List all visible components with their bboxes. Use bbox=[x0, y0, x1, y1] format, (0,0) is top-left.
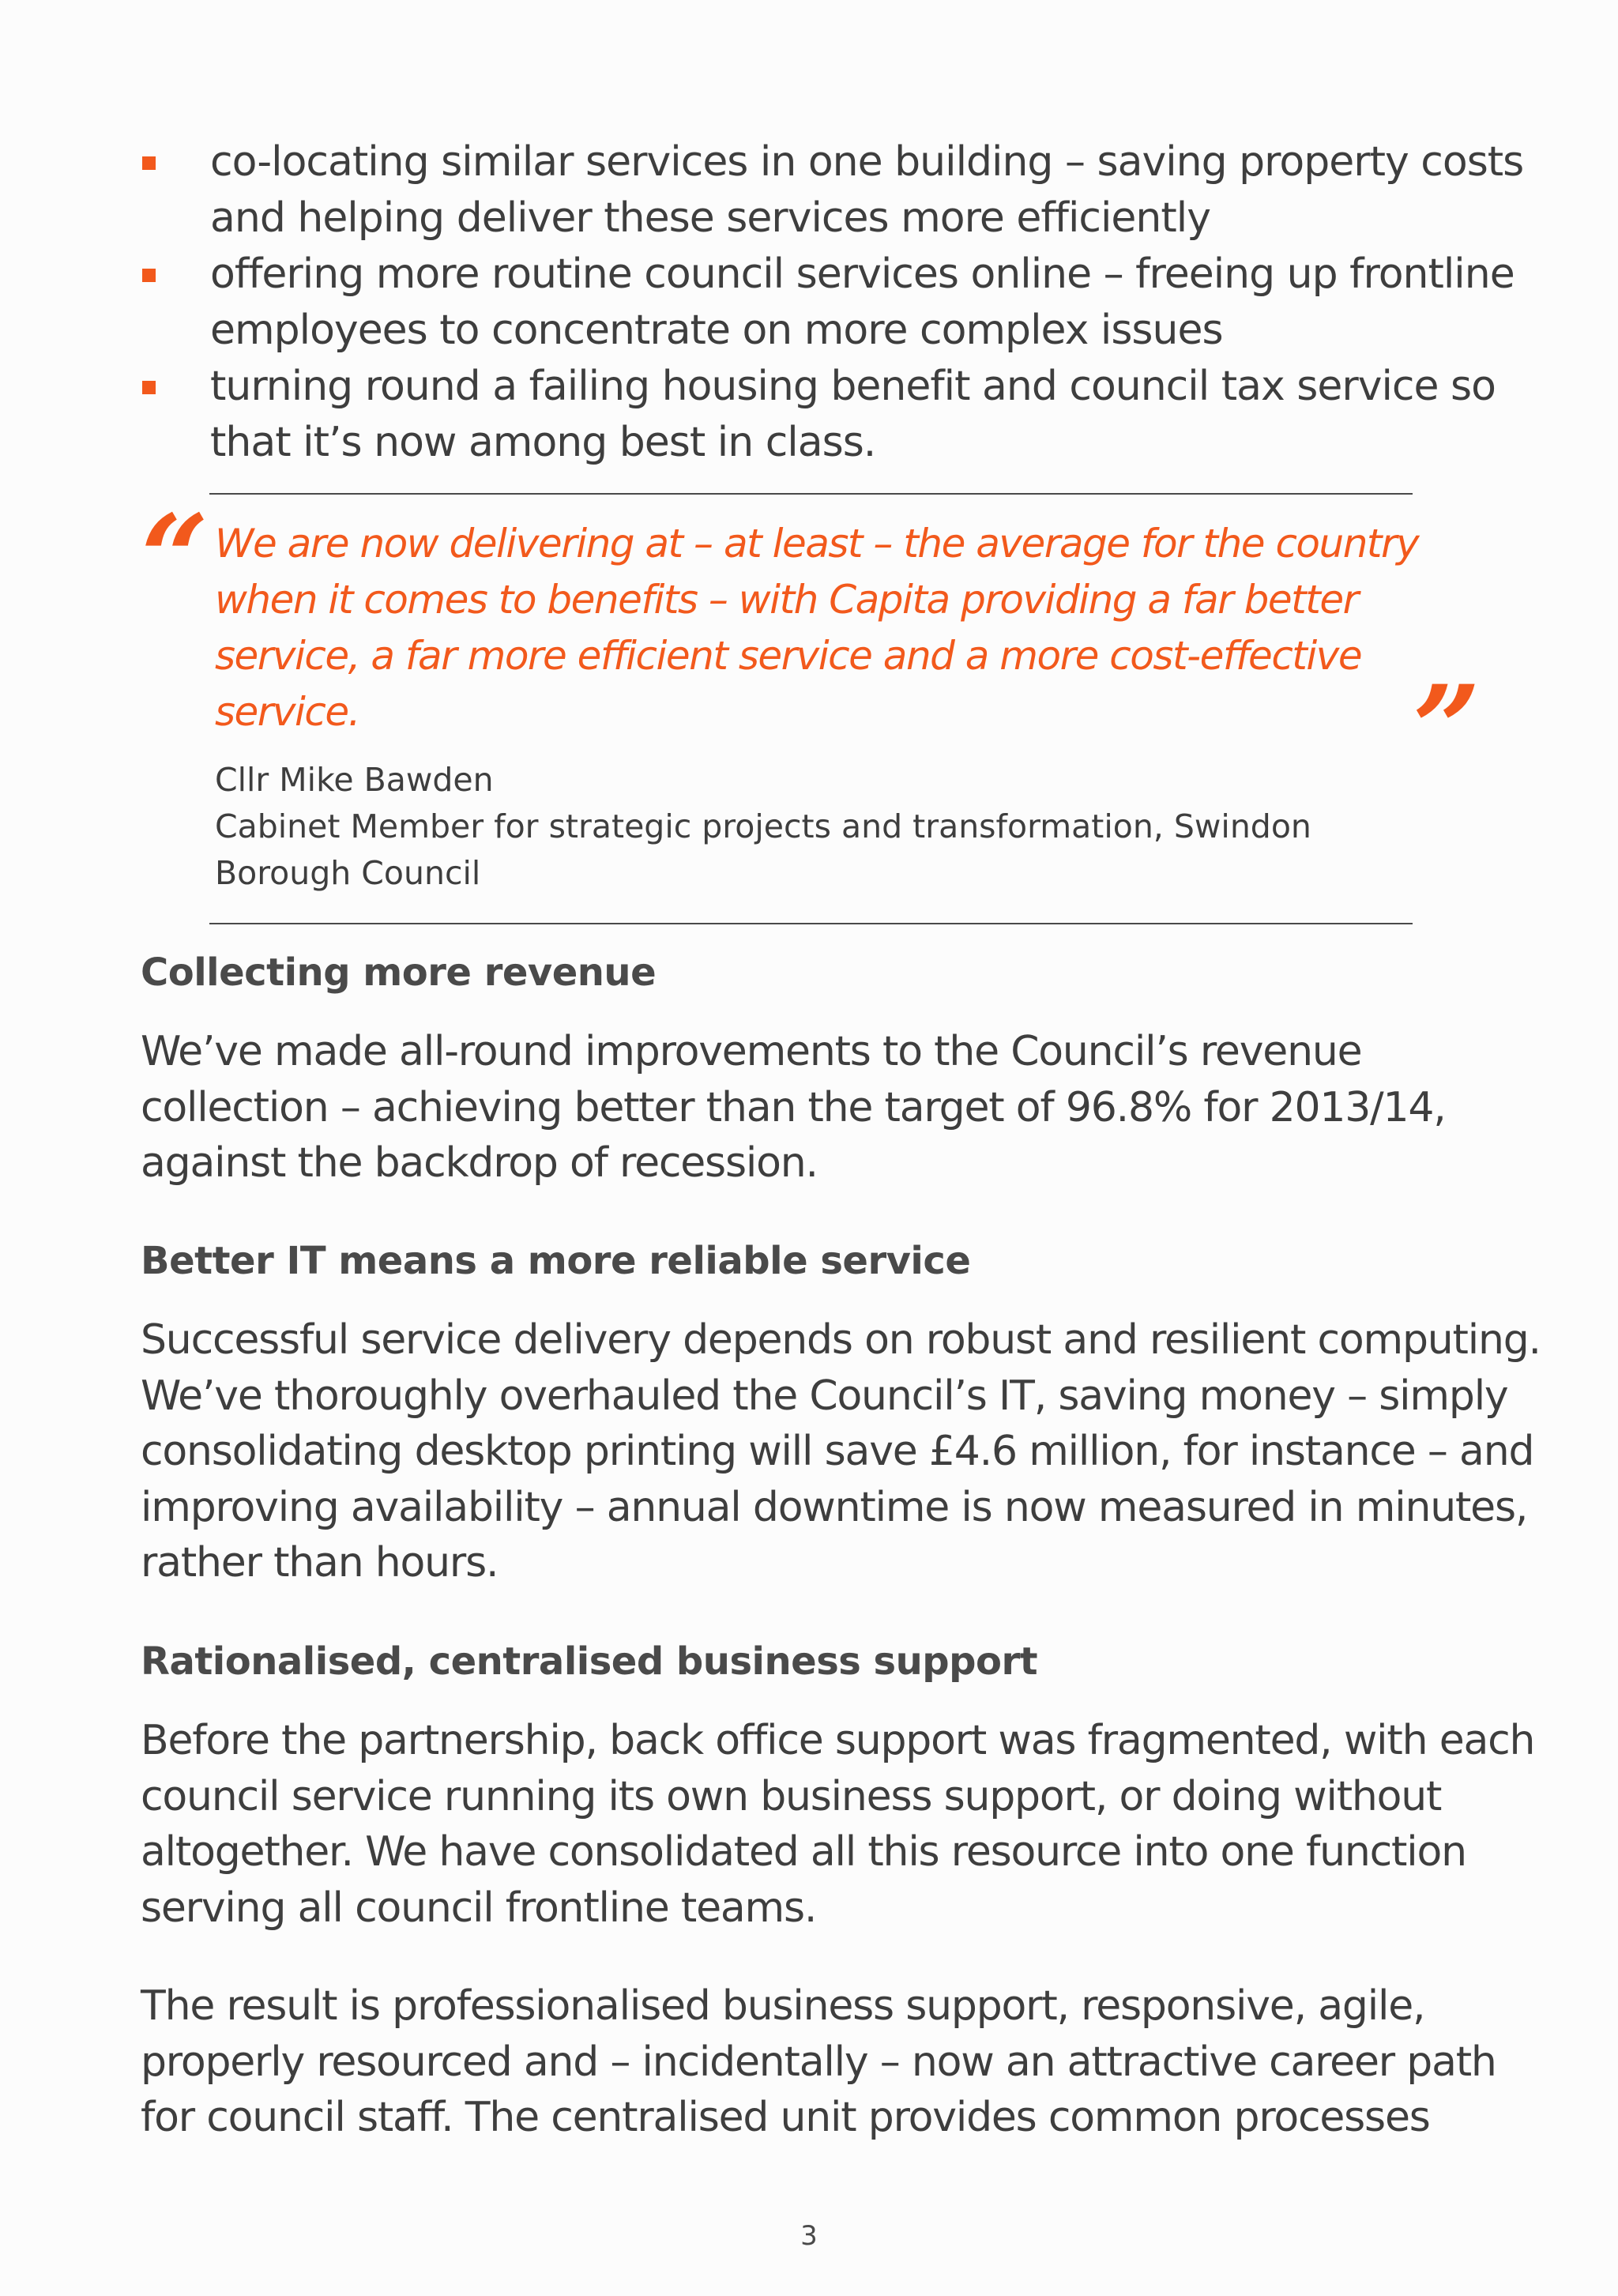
section-heading-revenue: Collecting more revenue bbox=[141, 950, 657, 995]
section-paragraph-result bbox=[141, 1978, 1499, 2146]
paragraph-line: We’ve thoroughly overhauled the Council’s IT, saving money – simply bbox=[141, 1372, 1508, 1420]
section-paragraph-it bbox=[141, 1312, 1541, 1591]
paragraph-line: collection – achieving better than the target of 96.8% for 2013/14, bbox=[141, 1083, 1446, 1131]
orange-square-bullet-icon bbox=[142, 269, 156, 282]
paragraph-line: for council staff. The centralised unit provides common processes bbox=[141, 2094, 1430, 2141]
section-heading-it: Better IT means a more reliable service bbox=[141, 1239, 971, 1283]
quote-line: when it comes to benefits – with Capita providing a far better bbox=[215, 577, 1358, 623]
paragraph-line: altogether. We have consolidated all this resource into one function bbox=[141, 1828, 1466, 1876]
bullet-line: that it’s now among best in class. bbox=[210, 419, 876, 466]
quote-author-role: Cabinet Member for strategic projects and transformation, Swindon bbox=[215, 807, 1311, 845]
pull-quote bbox=[215, 516, 1419, 740]
paragraph-line: consolidating desktop printing will save £4.6 million, for instance – and bbox=[141, 1428, 1534, 1475]
quote-top-divider bbox=[209, 493, 1413, 495]
bullet-line: and helping deliver these services more efficiently bbox=[210, 194, 1210, 242]
paragraph-line: council service running its own business support, or doing without bbox=[141, 1772, 1442, 1820]
paragraph-line: We’ve made all-round improvements to the Council’s revenue bbox=[141, 1028, 1362, 1075]
quote-line: We are now delivering at – at least – the average for the country bbox=[215, 521, 1419, 566]
quote-line: service. bbox=[215, 689, 359, 735]
bullet-line: employees to concentrate on more complex issues bbox=[210, 307, 1223, 354]
orange-square-bullet-icon bbox=[142, 156, 156, 170]
quote-author-name: Cllr Mike Bawden bbox=[215, 761, 494, 799]
bullet-item-co-locating bbox=[141, 134, 1524, 247]
section-paragraph-business-support bbox=[141, 1713, 1535, 1936]
section-paragraph-revenue bbox=[141, 1024, 1499, 1191]
orange-square-bullet-icon bbox=[142, 381, 156, 394]
bullet-line: offering more routine council services online – freeing up frontline bbox=[210, 250, 1515, 298]
paragraph-line: rather than hours. bbox=[141, 1539, 499, 1586]
quote-line: service, a far more efficient service and a more cost-effective bbox=[215, 633, 1362, 679]
open-quote-icon: “ bbox=[141, 489, 209, 628]
paragraph-line: Before the partnership, back office support was fragmented, with each bbox=[141, 1717, 1535, 1764]
paragraph-line: improving availability – annual downtime is now measured in minutes, bbox=[141, 1483, 1528, 1531]
page-number: 3 bbox=[800, 2220, 818, 2252]
paragraph-line: serving all council frontline teams. bbox=[141, 1884, 817, 1932]
bullet-line: turning round a failing housing benefit and council tax service so bbox=[210, 363, 1496, 410]
section-heading-business-support: Rationalised, centralised business support bbox=[141, 1639, 1038, 1684]
bullet-item-online-services bbox=[141, 247, 1515, 359]
paragraph-line: The result is professionalised business support, responsive, agile, bbox=[141, 1982, 1425, 2030]
paragraph-line: Successful service delivery depends on robust and resilient computing. bbox=[141, 1316, 1541, 1364]
quote-bottom-divider bbox=[209, 923, 1413, 924]
bullet-item-housing-benefit bbox=[141, 359, 1496, 471]
paragraph-line: properly resourced and – incidentally – now an attractive career path bbox=[141, 2038, 1496, 2086]
paragraph-line: against the backdrop of recession. bbox=[141, 1139, 818, 1187]
quote-attribution bbox=[215, 757, 1337, 897]
bullet-line: co-locating similar services in one building – saving property costs bbox=[210, 138, 1524, 186]
benefits-bullet-list bbox=[141, 134, 1524, 471]
quote-author-role: Borough Council bbox=[215, 854, 481, 892]
close-quote-icon: ” bbox=[1413, 660, 1481, 799]
